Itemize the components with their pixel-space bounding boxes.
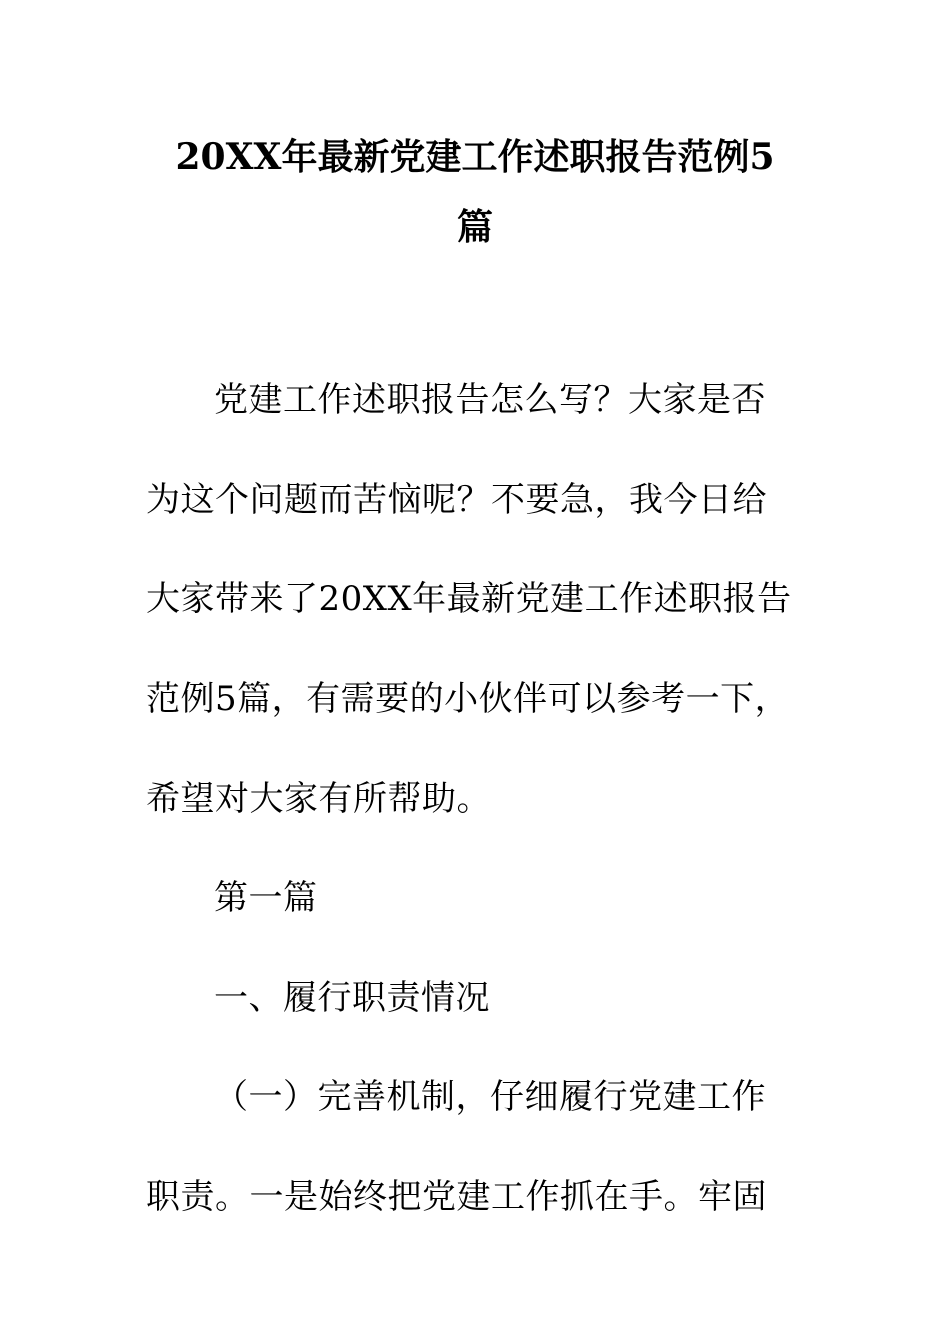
- body-line-8: （一）完善机制，仔细履行党建工作: [214, 1077, 766, 1117]
- document-title-line-2: 篇: [456, 206, 493, 248]
- body-line-3: 大家带来了20XX年最新党建工作述职报告: [146, 579, 792, 619]
- body-line-4: 范例5篇，有需要的小伙伴可以参考一下，: [146, 679, 790, 719]
- body-line-5: 希望对大家有所帮助。: [146, 779, 491, 819]
- document-title-line-1: 20XX年最新党建工作述职报告范例5: [175, 136, 775, 178]
- body-line-1: 党建工作述职报告怎么写？大家是否: [214, 380, 766, 420]
- body-line-9: 职责。一是始终把党建工作抓在手。牢固: [146, 1177, 767, 1217]
- body-line-2: 为这个问题而苦恼呢？不要急，我今日给: [146, 480, 767, 520]
- section-heading-first: 第一篇: [214, 878, 318, 918]
- section-subheading-duties: 一、履行职责情况: [214, 978, 490, 1018]
